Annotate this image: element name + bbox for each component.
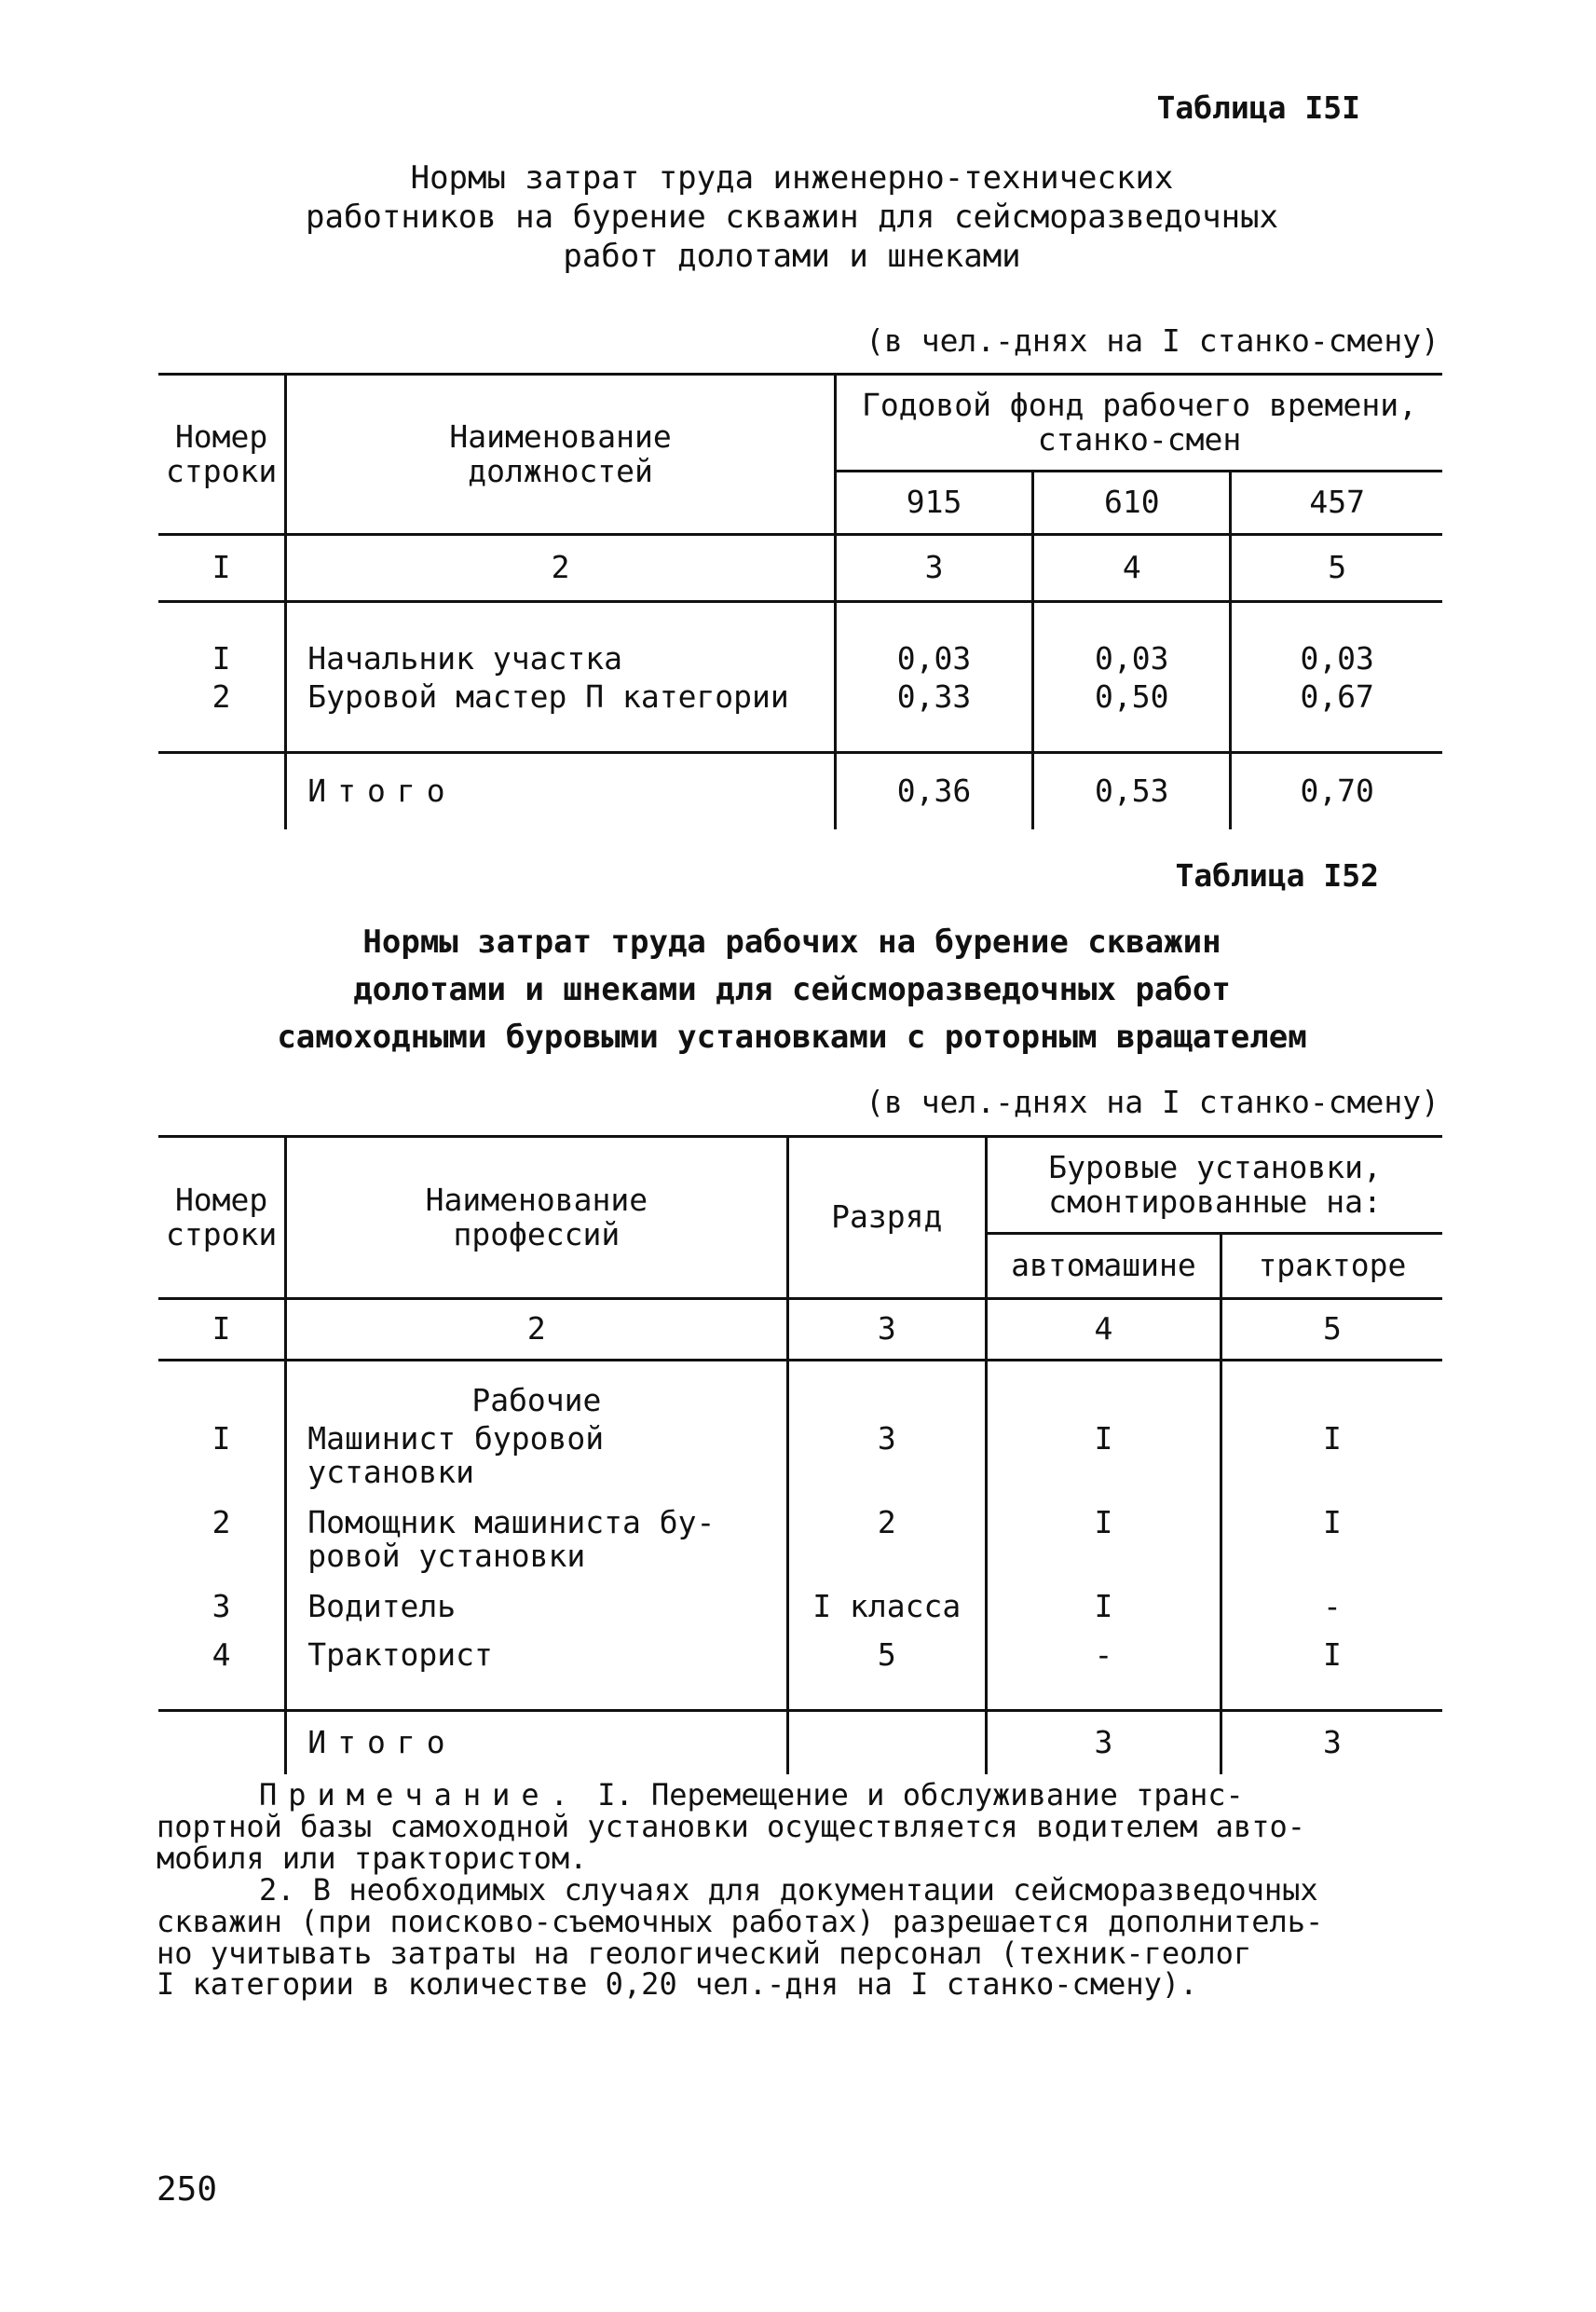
note-line: скважин (при поисково-съемочных работах) разрешается дополнитель- <box>157 1903 1324 1939</box>
table-row: 3 Водитель I класса I - <box>158 1588 1442 1636</box>
header-fund-915: 915 <box>835 472 1032 535</box>
table-row: I Машинист буровой установки 3 I I <box>158 1420 1442 1504</box>
table-row: I Начальник участка 0,03 0,03 0,03 <box>158 602 1442 678</box>
note-label: Примечание. <box>259 1777 580 1813</box>
note-line: 2. В необходимых случаях для документации сейсморазведочных <box>259 1871 1318 1908</box>
title-line: работников на бурение скважин для сейсморазведочных <box>306 198 1278 237</box>
header-rigs-mounted: Буровые установки, смонтированные на: <box>987 1137 1442 1234</box>
total-row: Итого 3 3 <box>158 1711 1442 1774</box>
note-line: портной базы самоходной установки осуществляется водителем авто- <box>157 1808 1305 1844</box>
table-row: 2 Буровой мастер П категории 0,33 0,50 0,67 <box>158 678 1442 753</box>
header-row-number: Номер строки <box>166 1181 278 1252</box>
table-152 <box>158 1135 1442 1774</box>
note-line: I категории в количестве 0,20 чел.-дня на I станко-смену). <box>157 1966 1198 2003</box>
header-position-name: Наименование должностей <box>286 375 836 535</box>
table-row: 2 Помощник машиниста бу- ровой установки 2 I I <box>158 1504 1442 1588</box>
title-line: самоходными буровыми установками с роторным вращателем <box>277 1019 1307 1056</box>
header-tractor: тракторе <box>1221 1234 1442 1299</box>
table-152-label: Таблица I52 <box>1175 857 1379 894</box>
note-line: мобиля или трактористом. <box>157 1840 588 1876</box>
total-row: Итого 0,36 0,53 0,70 <box>158 753 1442 829</box>
table-151-title <box>168 158 1416 276</box>
title-line: Нормы затрат труда рабочих на бурение скважин <box>362 923 1221 961</box>
note-block <box>157 1777 1470 2003</box>
table-151 <box>158 373 1442 829</box>
header-annual-fund: Годовой фонд рабочего времени, станко-смен <box>835 375 1442 472</box>
table-151-label: Таблица I5I <box>1156 89 1360 126</box>
column-numbers-row: I 2 3 4 5 <box>158 1299 1442 1361</box>
header-fund-610: 610 <box>1033 472 1231 535</box>
column-numbers-row: I 2 3 4 5 <box>158 535 1442 602</box>
section-label: Рабочие <box>286 1361 787 1420</box>
table-152-units: (в чел.-днях на I станко-смену) <box>866 1084 1439 1120</box>
header-fund-457: 457 <box>1231 472 1442 535</box>
note-line: I. Перемещение и обслуживание транс- <box>597 1777 1244 1813</box>
page-number: 250 <box>157 2170 218 2209</box>
table-152-title <box>168 919 1416 1061</box>
note-line: но учитывать затраты на геологический персонал (техник-геолог <box>157 1935 1252 1971</box>
header-vehicle: автомашине <box>987 1234 1221 1299</box>
table-151-units: (в чел.-днях на I станко-смену) <box>866 322 1439 359</box>
title-line: Нормы затрат труда инженерно-технических <box>410 159 1174 197</box>
table-row: 4 Тракторист 5 - I <box>158 1636 1442 1711</box>
header-row-number: Номер строки <box>166 417 278 489</box>
header-profession-name: Наименование профессий <box>286 1137 787 1299</box>
section-row <box>158 1361 1442 1420</box>
header-grade: Разряд <box>787 1137 987 1299</box>
title-line: работ долотами и шнеками <box>563 238 1021 276</box>
title-line: долотами и шнеками для сейсморазведочных работ <box>353 971 1231 1008</box>
